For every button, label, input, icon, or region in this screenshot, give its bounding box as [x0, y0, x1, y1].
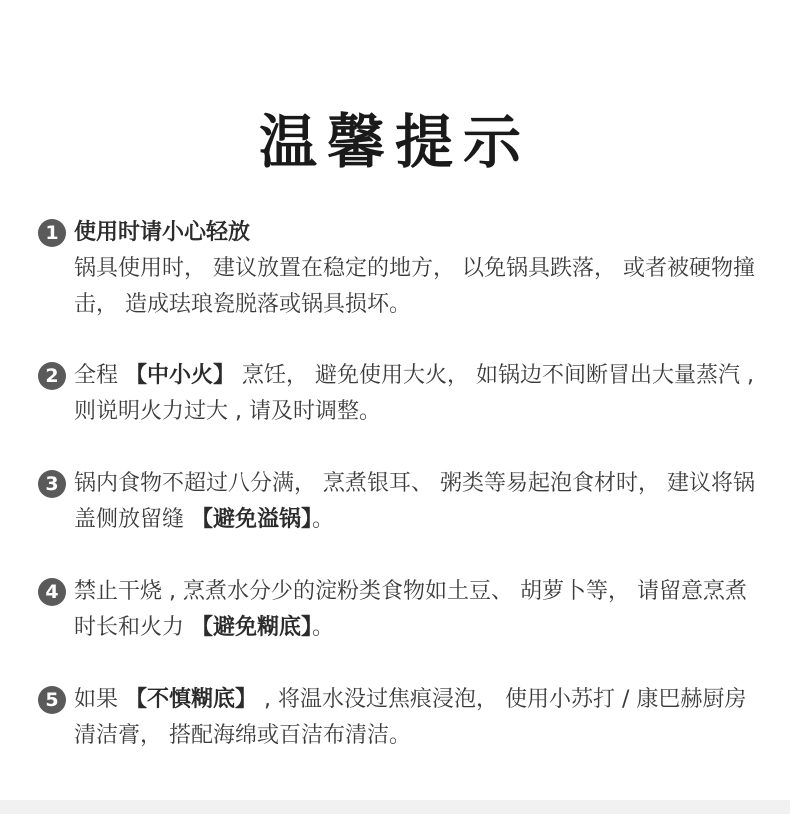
tip-emphasis-2: 【中小火】: [125, 363, 236, 388]
tip-emphasis-5: 【不慎糊底】: [125, 687, 258, 712]
tip-item-2: [38, 358, 768, 430]
number-badge-4: 4: [38, 578, 66, 606]
tip-text-after-4: 。: [312, 615, 335, 640]
page-title: 温馨提示: [258, 108, 531, 176]
tip-text-1: [74, 215, 768, 323]
tip-text-before-4: 禁止干烧 , 烹煮水分少的淀粉类食物如土豆、 胡萝卜等， 请留意烹煮时长和火力: [74, 579, 747, 640]
tip-emphasis-3: 【避免溢锅】: [191, 507, 313, 532]
number-badge-5: 5: [38, 686, 66, 714]
tip-text-after-5: , 将温水没过焦痕浸泡， 使用小苏打 / 康巴赫厨房清洁膏， 搭配海绵或百洁布清洁。: [74, 687, 747, 748]
tip-heading-1: 使用时请小心轻放: [74, 220, 251, 245]
bottom-divider-band: [0, 800, 790, 814]
tip-text-before-3: 锅内食物不超过八分满， 烹煮银耳、 粥类等易起泡食材时， 建议将锅盖侧放留缝: [74, 471, 755, 532]
tip-detail-1: 锅具使用时， 建议放置在稳定的地方， 以免锅具跌落， 或者被硬物撞击， 造成珐琅瓷脱落或锅具损坏。: [74, 256, 755, 317]
number-badge-1: 1: [38, 219, 66, 247]
tip-item-3: [38, 466, 768, 538]
number-badge-2: 2: [38, 362, 66, 390]
tip-text-5: [74, 682, 768, 754]
tip-text-3: [74, 466, 768, 538]
number-badge-3: 3: [38, 470, 66, 498]
tip-text-4: [74, 574, 768, 646]
tip-text-before-2: 全程: [74, 363, 125, 388]
tip-text-after-3: 。: [312, 507, 335, 532]
tip-item-1: [38, 215, 768, 323]
tip-text-2: [74, 358, 768, 430]
tip-item-5: [38, 682, 768, 754]
tip-emphasis-4: 【避免糊底】: [191, 615, 313, 640]
tip-item-4: [38, 574, 768, 646]
tip-text-after-2: 烹饪， 避免使用大火， 如锅边不间断冒出大量蒸汽 , 则说明火力过大 , 请及时调整。: [74, 363, 754, 424]
tip-text-before-5: 如果: [74, 687, 125, 712]
